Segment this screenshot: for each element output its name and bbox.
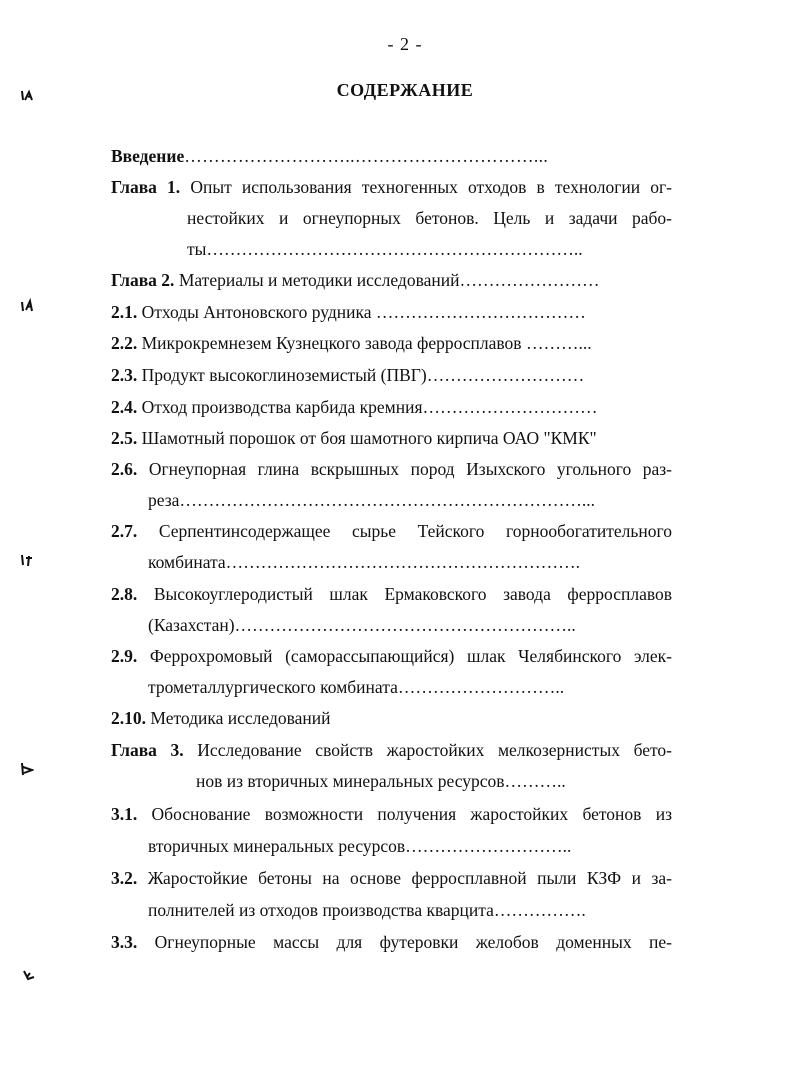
toc-section-2-6: 2.6. Огнеупорная глина вскрышных пород Изыхского угольного раз- [111, 459, 673, 479]
toc-section-2-2: 2.2. Микрокремнезем Кузнецкого завода ферросплавов ………... [111, 333, 592, 353]
toc-section-2-6-line-2: реза……………………………………………………………... [148, 490, 596, 510]
toc-chapter-3-line-2: нов из вторичных минеральных ресурсов……….. [196, 771, 566, 791]
page-title: СОДЕРЖАНИЕ [336, 80, 474, 100]
toc-section-2-9: 2.9. Феррохромовый (саморассыпающийся) шлак Челябинского элек- [111, 646, 673, 666]
toc-chapter-1-line-2: нестойких и огнеупорных бетонов. Цель и задачи рабо- [187, 208, 672, 228]
toc-section-2-3: 2.3. Продукт высокоглиноземистый (ПВГ)……………………… [111, 365, 585, 385]
toc-section-2-8: 2.8. Высокоуглеродистый шлак Ермаковского завода ферросплавов [111, 584, 672, 604]
toc-chapter-3: Глава 3. Исследование свойств жаростойких мелкозернистых бето- [111, 740, 673, 760]
toc-chapter-1-line-3: ты……………………………………………………….. [187, 239, 583, 259]
toc-section-2-9-line-2: трометаллургического комбината……………………….. [148, 677, 565, 697]
toc-section-3-3: 3.3. Огнеупорные массы для футеровки желобов доменных пе- [111, 932, 672, 952]
page-number: - 2 - [387, 34, 423, 54]
toc-section-2-1: 2.1. Отходы Антоновского рудника ……………………………… [111, 302, 586, 322]
toc-section-2-7-line-2: комбината……………………………………………………. [148, 552, 581, 572]
toc-chapter-2: Глава 2. Материалы и методики исследований…………………… [111, 270, 600, 290]
toc-section-2-5: 2.5. Шамотный порошок от боя шамотного кирпича ОАО "КМК" [111, 428, 597, 448]
toc-section-3-1: 3.1. Обоснование возможности получения жаростойких бетонов из [111, 804, 672, 824]
toc-section-2-7: 2.7. Серпентинсодержащее сырье Тейского горнообогатительного [111, 521, 672, 541]
toc-section-2-8-line-2: (Казахстан)………………………………………………….. [148, 615, 576, 635]
toc-intro: Введение………………………..…………………………... [111, 146, 549, 166]
toc-chapter-1: Глава 1. Опыт использования техногенных отходов в технологии ог- [111, 177, 672, 197]
toc-section-3-2-line-2: полнителей из отходов производства кварцита……………. [148, 900, 586, 920]
toc-section-3-2: 3.2. Жаростойкие бетоны на основе ферросплавной пыли КЗФ и за- [111, 868, 672, 888]
toc-section-2-4: 2.4. Отход производства карбида кремния………………………… [111, 397, 598, 417]
toc-section-3-1-line-2: вторичных минеральных ресурсов……………………….. [148, 836, 572, 856]
toc-section-2-10: 2.10. Методика исследований [111, 708, 331, 728]
